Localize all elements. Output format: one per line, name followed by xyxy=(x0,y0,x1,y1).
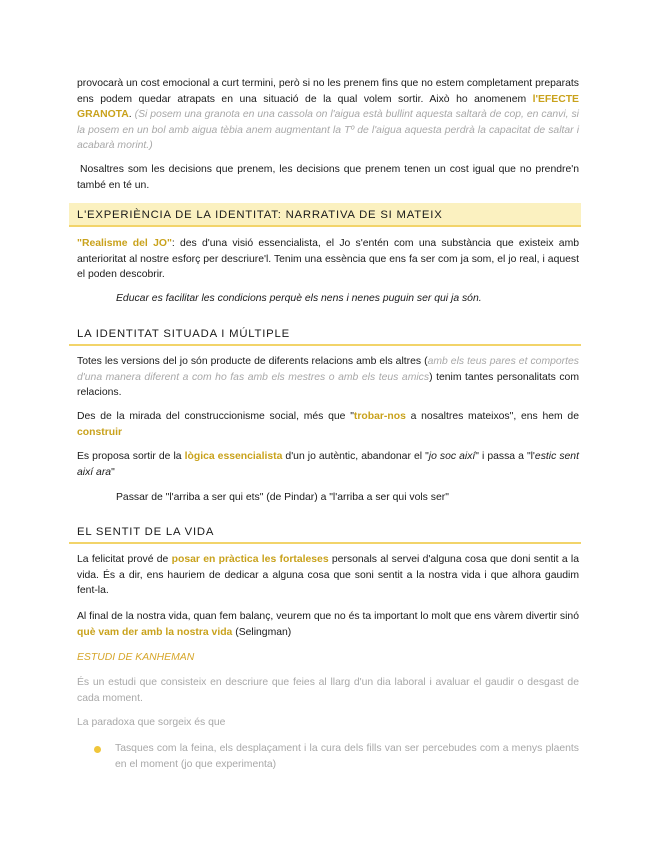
bullet-item-tasques: Tasques com la feina, els desplaçament i la cura dels fills van ser percebudes com a menys plaents en el moment (jo que experimenta) xyxy=(115,743,579,770)
paragraph-versions-jo xyxy=(77,354,579,401)
italic-jo-soc-aixi: jo soc així xyxy=(428,451,476,462)
section-title-sentit-vida: EL SENTIT DE LA VIDA xyxy=(77,526,215,538)
highlight-trobar-nos: trobar-nos xyxy=(353,411,406,422)
text-span: : des d'una visió essencialista, el Jo s'entén com una substància que existeix amb anterioritat al nostre esforç per descriure'l. Tenim una essència que ens fa ser com ja som, el jo real, i aquest el poden descobrir. xyxy=(77,238,580,281)
text-span: Es proposa sortir de la xyxy=(77,451,185,462)
paragraph-logica-essencialista xyxy=(77,449,579,480)
aside-granota-example: (Si posem una granota en una cassola on l'aigua està bullint aquesta saltarà de cop, en canvi, si la posem en un bol amb aigua tèbia anem augmentant la Tº de l'aigua aquesta perdrà la capacitat de saltar i acabarà morint.) xyxy=(77,109,579,152)
text-span: " i passa a "l' xyxy=(475,451,535,462)
text-span: personals al servei d'alguna cosa que doni sentit a la vida. És a dir, ens hauriem de dedicar a alguna cosa que soni sentit a la nostra vida i que alhora gaudim fent-la. xyxy=(77,554,579,597)
text-span: ) tenim tantes personalitats com relacions. xyxy=(77,371,579,399)
text-span: (Selingman) xyxy=(232,626,292,638)
paragraph-efecte-granota xyxy=(77,76,579,154)
text-span: d'un jo autèntic, abandonar el " xyxy=(282,451,429,462)
highlight-fortaleses: posar en pràctica les fortaleses xyxy=(171,554,329,565)
highlight-realisme-jo: Realisme del JO xyxy=(81,238,167,249)
quote-mark: " xyxy=(77,238,82,249)
paragraph-realisme-jo xyxy=(77,236,579,283)
highlight-logica-essencialista: lògica essencialista xyxy=(184,451,283,462)
paragraph-decisions: Nosaltres som les decisions que prenem, les decisions que prenem tenen un cost igual que no prendre'n també en té un. xyxy=(77,164,579,191)
paragraph-study-description: És un estudi que consisteix en descriure que feies al llarg d'un dia laboral i avaluar el gaudir o desgast de cada moment. xyxy=(77,677,579,704)
paragraph-paradoxa: La paradoxa que sorgeix és que xyxy=(77,717,226,728)
aside-relations-example: amb els teus pares et comportes d'una manera diferent a com ho fas amb els mestres o amb els teus amics xyxy=(77,356,579,383)
italic-estic-sent-aixi-ara: estic sent així ara xyxy=(77,451,579,478)
quote-educar: Educar es facilitar les condicions perquè els nens i nenes puguin ser qui ja són. xyxy=(116,293,482,304)
text-span: " xyxy=(111,466,115,478)
text-span: La felicitat prové de xyxy=(77,554,172,565)
quote-pindar: Passar de "l'arriba a ser qui ets" (de Pindar) a "l'arriba a ser qui vols ser" xyxy=(116,492,449,503)
paragraph-felicitat xyxy=(77,552,579,599)
highlight-construir: construir xyxy=(77,426,123,438)
quote-mark: " xyxy=(166,238,172,249)
text-span: a nosaltres mateixos", ens hem de xyxy=(405,411,579,422)
bullet-dot-icon xyxy=(94,746,101,753)
paragraph-construccionisme xyxy=(77,409,579,440)
text-span: provocarà un cost emocional a curt termini, però si no les prenem fins que no estem completament preparats ens podem quedar atrapats en una situació de la qual volem sortir. Això ho anomenem xyxy=(77,78,579,105)
study-title-kanheman: ESTUDI DE KANHEMAN xyxy=(77,652,195,663)
text-span: Al final de la nostra vida, quan fem balanç, veurem que no és ta important lo molt que ens vàrem divertir sinó xyxy=(77,611,579,622)
highlight-efecte-granota: l'EFECTE GRANOTA xyxy=(77,93,579,121)
section-title-identitat: LA IDENTITAT SITUADA I MÚLTIPLE xyxy=(77,328,290,340)
text-span: . xyxy=(128,109,132,121)
text-span: Des de la mirada del construccionisme social, més que " xyxy=(77,411,354,422)
paragraph-final-vida xyxy=(77,609,579,640)
highlight-que-vam-fer: què vam der amb la nostra vida xyxy=(77,626,233,638)
section-title-experiencia: L'EXPERIÈNCIA DE LA IDENTITAT: NARRATIVA DE SI MATEIX xyxy=(77,209,443,221)
text-span: Totes les versions del jo són producte de diferents relacions amb els altres ( xyxy=(77,356,428,367)
